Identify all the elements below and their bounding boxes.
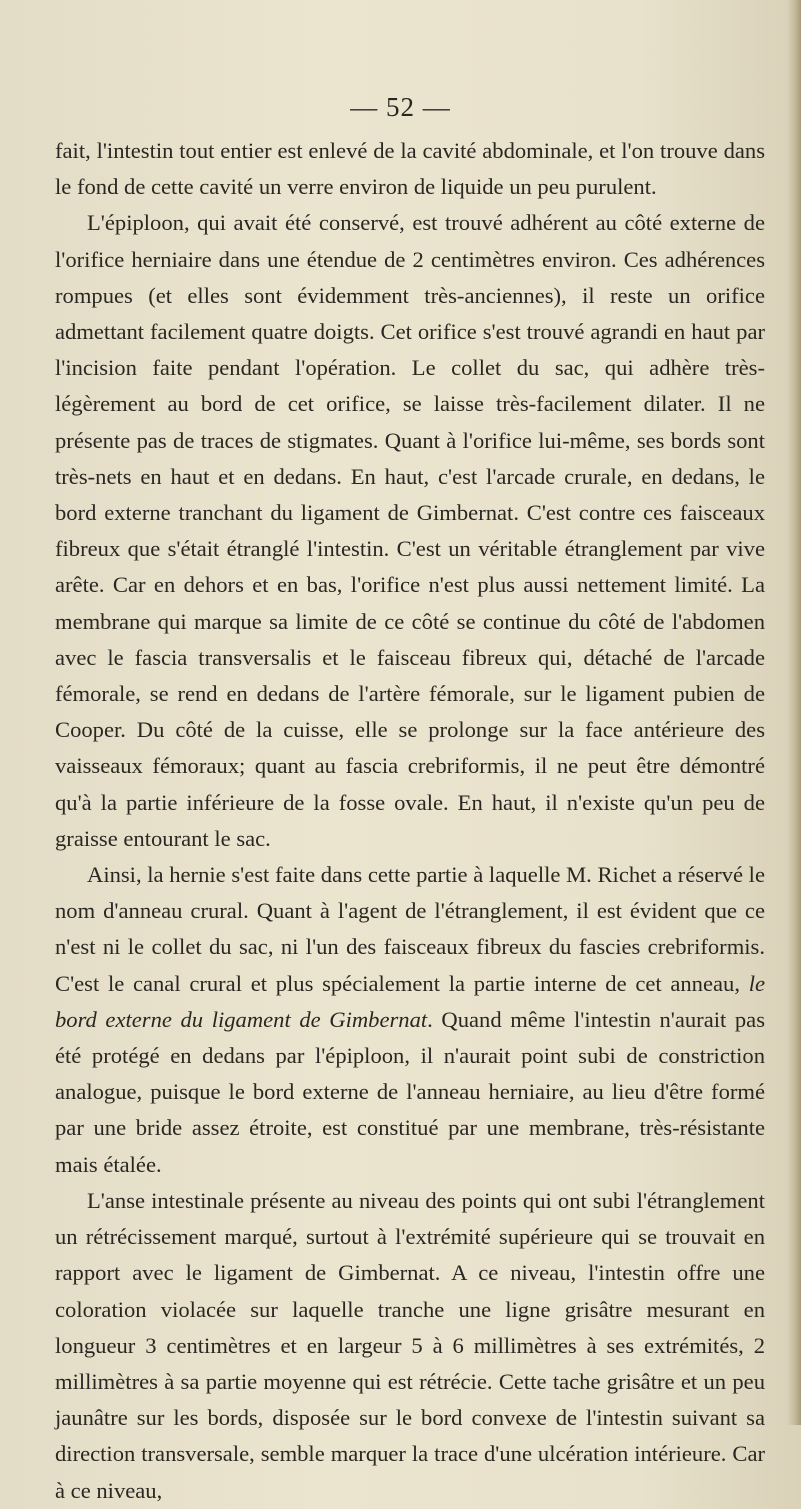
paragraph-3-part-2: . Quand même l'intestin n'aurait pas été protégé en dedans par l'épiploon, il n'aurait point subi de constriction analogue, puisque le bord externe de l'anneau herniaire, au lieu d'être formé par une bride assez étroite, est constitué par une membrane, très-résistante mais étalée. xyxy=(55,1006,766,1177)
paragraph-3 xyxy=(55,857,765,1183)
page-number: — 52 — xyxy=(350,92,451,122)
paragraph-1: fait, l'intestin tout entier est enlevé de la cavité abdominale, et l'on trouve dans le fond de cette cavité un verre environ de liquide un peu purulent. xyxy=(55,138,765,200)
paragraph-2: L'épiploon, qui avait été conservé, est trouvé adhérent au côté externe de l'orifice herniaire dans une étendue de 2 centimètres environ. Ces adhérences rompues (et elles sont évidemment très-anciennes), il reste un orifice admettant facilement quatre doigts. Cet orifice s'est trouvé agrandi en haut par l'incision faite pendant l'opération. Le collet du sac, qui adhère très-légèrement au bord de cet orifice, se laisse très-facilement dilater. Il ne présente pas de traces de stigmates. Quant à l'orifice lui-même, ses bords sont très-nets en haut et en dedans. En haut, c'est l'arcade crurale, en dedans, le bord externe tranchant du ligament de Gimbernat. C'est contre ces faisceaux fibreux que s'était étranglé l'intestin. C'est un véritable étranglement par vive arête. Car en dehors et en bas, l'orifice n'est plus aussi nettement limité. La membrane qui marque sa limite de ce côté se continue du côté de l'abdomen avec le fascia transversalis et le faisceau fibreux qui, détaché de l'arcade fémorale, se rend en dedans de l'artère fémorale, sur le ligament pubien de Cooper. Du côté de la cuisse, elle se prolonge sur la face antérieure des vaisseaux fémoraux; quant au fascia crebriformis, il ne peut être démontré qu'à la partie inférieure de la fosse ovale. En haut, il n'existe qu'un peu de graisse entourant le sac. xyxy=(55,210,765,851)
paragraph-3-italic: le bord externe du ligament de Gimbernat xyxy=(55,970,765,1032)
page-edge-shadow xyxy=(787,0,801,1425)
paragraph-4: L'anse intestinale présente au niveau des points qui ont subi l'étranglement un rétrécissement marqué, surtout à l'extrémité supérieure qui se trouvait en rapport avec le ligament de Gimbernat. A ce niveau, l'intestin offre une coloration violacée sur laquelle tranche une ligne grisâtre mesurant en longueur 3 centimètres et en largeur 5 à 6 millimètres à ses extrémités, 2 millimètres à sa partie moyenne qui est rétrécie. Cette tache grisâtre et un peu jaunâtre sur les bords, disposée sur le bord convexe de l'intestin suivant sa direction transversale, semble marquer la trace d'une ulcération intérieure. Car à ce niveau, xyxy=(55,1187,765,1503)
body-text xyxy=(55,133,765,1509)
paragraph-3-part-1: Ainsi, la hernie s'est faite dans cette partie à laquelle M. Richet a réservé le nom d'anneau crural. Quant à l'agent de l'étranglement, il est évident que ce n'est ni le collet du sac, ni l'un des faisceaux fibreux du fascies crebriformis. C'est le canal crural et plus spécialement la partie interne de cet anneau, xyxy=(55,862,765,996)
